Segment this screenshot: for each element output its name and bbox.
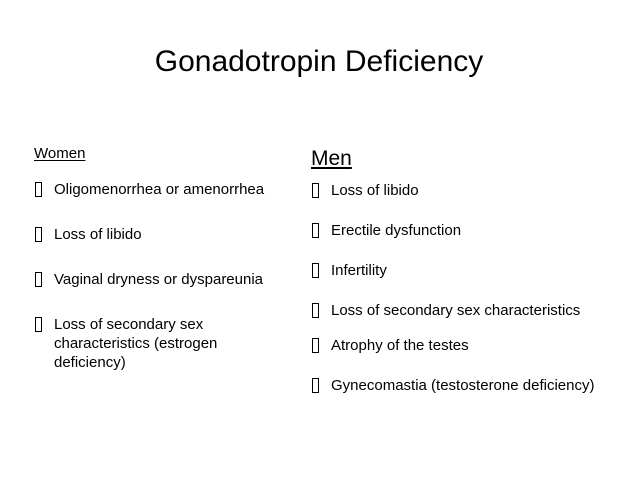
- list-item: [34, 270, 274, 289]
- list-item-text: Infertility: [331, 262, 387, 279]
- list-item-text: Vaginal dryness or dyspareunia: [54, 271, 264, 288]
- square-bullet-icon: [35, 317, 42, 332]
- list-item: [311, 301, 611, 320]
- list-item: [311, 221, 611, 240]
- list-item: [34, 315, 274, 372]
- women-heading: Women: [34, 145, 86, 162]
- list-item-text: Loss of secondary sex characteristics (estrogen deficiency): [54, 316, 218, 371]
- men-symptom-list: [311, 181, 611, 395]
- square-bullet-icon: [312, 303, 319, 318]
- list-item-text: Loss of libido: [54, 226, 142, 243]
- square-bullet-icon: [312, 378, 319, 393]
- square-bullet-icon: [312, 263, 319, 278]
- women-symptom-list: [34, 180, 274, 372]
- slide-title: Gonadotropin Deficiency: [154, 45, 484, 78]
- list-item: [311, 181, 611, 200]
- list-item-text: Gynecomastia (testosterone deficiency): [331, 377, 595, 394]
- list-item-text: Erectile dysfunction: [331, 222, 462, 239]
- men-column: [311, 144, 611, 416]
- list-item-text: Atrophy of the testes: [331, 337, 469, 354]
- square-bullet-icon: [312, 338, 319, 353]
- list-item: [311, 376, 611, 395]
- square-bullet-icon: [35, 272, 42, 287]
- men-heading: Men: [311, 147, 352, 170]
- list-item: [34, 180, 274, 199]
- women-column: [34, 144, 274, 398]
- square-bullet-icon: [312, 183, 319, 198]
- list-item: [311, 261, 611, 280]
- square-bullet-icon: [35, 182, 42, 197]
- list-item-text: Loss of libido: [331, 182, 419, 199]
- list-item: [311, 336, 611, 355]
- list-item-text: Loss of secondary sex characteristics: [331, 302, 581, 319]
- list-item-text: Oligomenorrhea or amenorrhea: [54, 181, 265, 198]
- list-item: [34, 225, 274, 244]
- square-bullet-icon: [35, 227, 42, 242]
- square-bullet-icon: [312, 223, 319, 238]
